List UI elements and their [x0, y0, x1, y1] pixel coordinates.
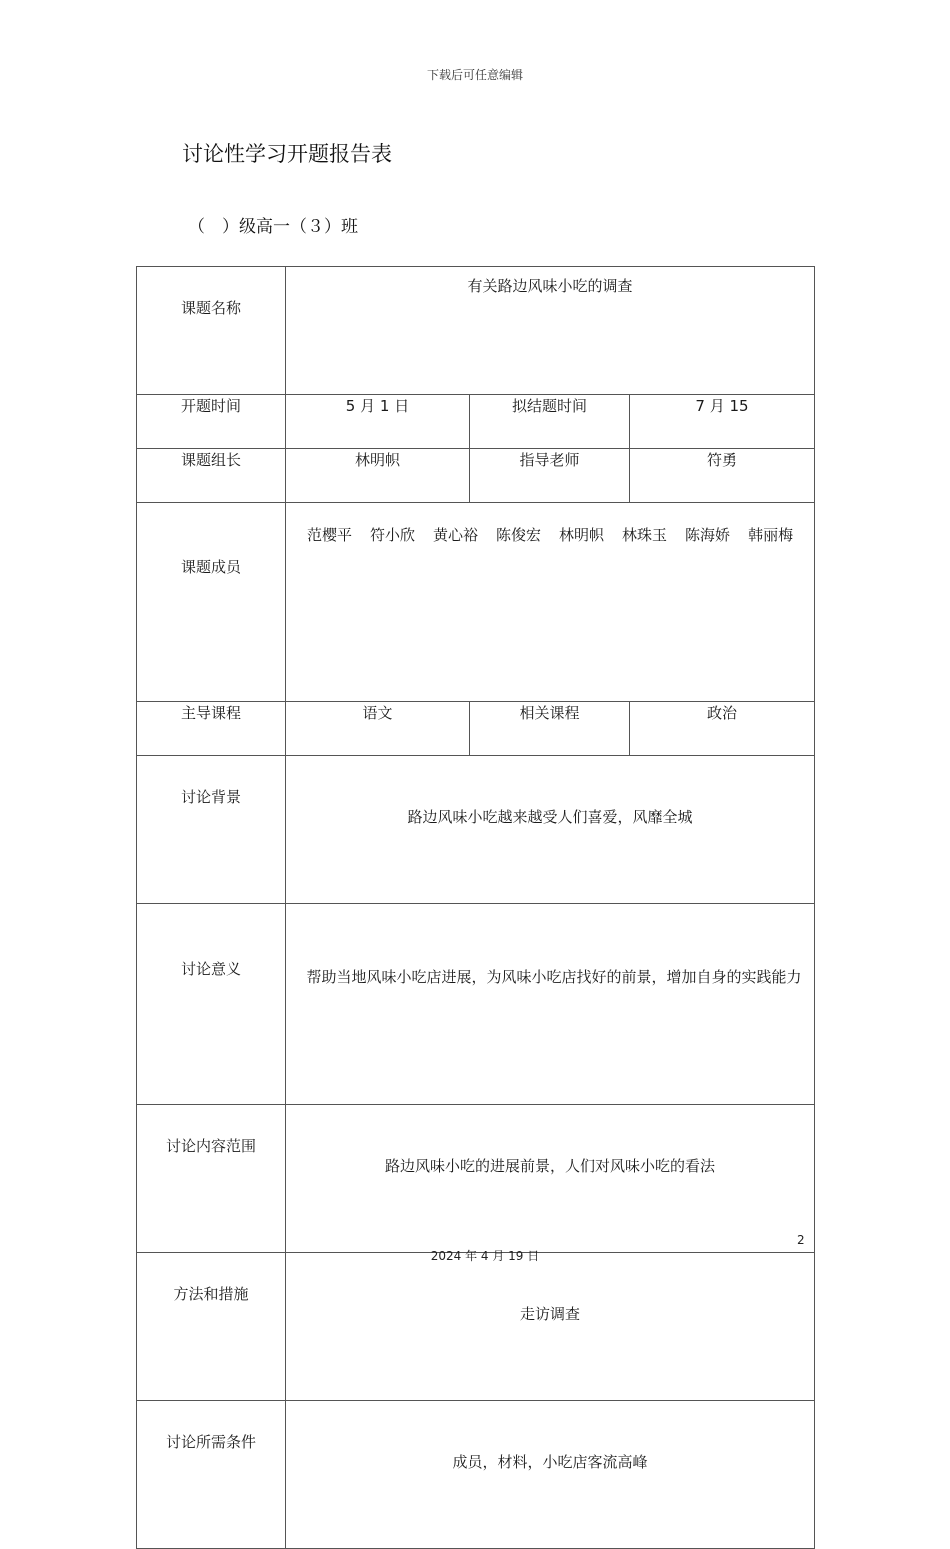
related-course-label: 相关课程	[470, 702, 630, 756]
topic-label: 课题名称	[137, 267, 286, 395]
condition-label: 讨论所需条件	[137, 1401, 286, 1549]
table-row	[137, 702, 815, 756]
document-title: 讨论性学习开题报告表	[182, 142, 392, 166]
condition-value: 成员，材料，小吃店客流高峰	[286, 1401, 815, 1549]
members-value	[286, 503, 815, 702]
method-value: 走访调查	[286, 1253, 815, 1401]
header-note: 下载后可任意编辑	[426, 68, 523, 82]
scope-value: 路边风味小吃的进展前景，人们对风味小吃的看法	[286, 1105, 815, 1253]
member-name: 符小欣	[369, 526, 415, 544]
class-subtitle: （ ）级高一（３）班	[188, 217, 358, 237]
background-value: 路边风味小吃越来越受人们喜爱，风靡全城	[286, 756, 815, 904]
leader-value: 林明帜	[286, 449, 470, 503]
background-label: 讨论背景	[137, 756, 286, 904]
member-name: 林明帜	[559, 526, 605, 544]
main-course-label: 主导课程	[137, 702, 286, 756]
table-row	[137, 449, 815, 503]
table-row	[137, 904, 815, 1105]
table-row	[137, 1105, 815, 1253]
start-time-label: 开题时间	[137, 395, 286, 449]
report-table	[136, 266, 815, 1549]
leader-label: 课题组长	[137, 449, 286, 503]
advisor-value: 符勇	[630, 449, 815, 503]
table-row	[137, 503, 815, 702]
meaning-label: 讨论意义	[137, 904, 286, 1105]
member-name: 黄心裕	[432, 526, 478, 544]
page-number: 2	[797, 1233, 805, 1247]
member-name: 陈俊宏	[496, 526, 542, 544]
scope-label: 讨论内容范围	[137, 1105, 286, 1253]
related-course-value: 政治	[630, 702, 815, 756]
member-name: 陈海娇	[685, 526, 731, 544]
meaning-value: 帮助当地风味小吃店进展，为风味小吃店找好的前景，增加自身的实践能力	[286, 904, 815, 1105]
member-name: 范樱平	[306, 526, 352, 544]
table-row	[137, 756, 815, 904]
members-label: 课题成员	[137, 503, 286, 702]
table-row	[137, 395, 815, 449]
topic-value: 有关路边风味小吃的调查	[286, 267, 815, 395]
table-row	[137, 1401, 815, 1549]
footer-date: 2024 年 4 月 19 日	[430, 1249, 540, 1263]
main-course-value: 语文	[286, 702, 470, 756]
member-name: 韩丽梅	[748, 526, 794, 544]
start-time-value: 5 月 1 日	[286, 395, 470, 449]
advisor-label: 指导老师	[470, 449, 630, 503]
end-time-value: 7 月 15	[630, 395, 815, 449]
table-row	[137, 267, 815, 395]
end-time-label: 拟结题时间	[470, 395, 630, 449]
table-row	[137, 1253, 815, 1401]
method-label: 方法和措施	[137, 1253, 286, 1401]
member-name: 林珠玉	[622, 526, 668, 544]
